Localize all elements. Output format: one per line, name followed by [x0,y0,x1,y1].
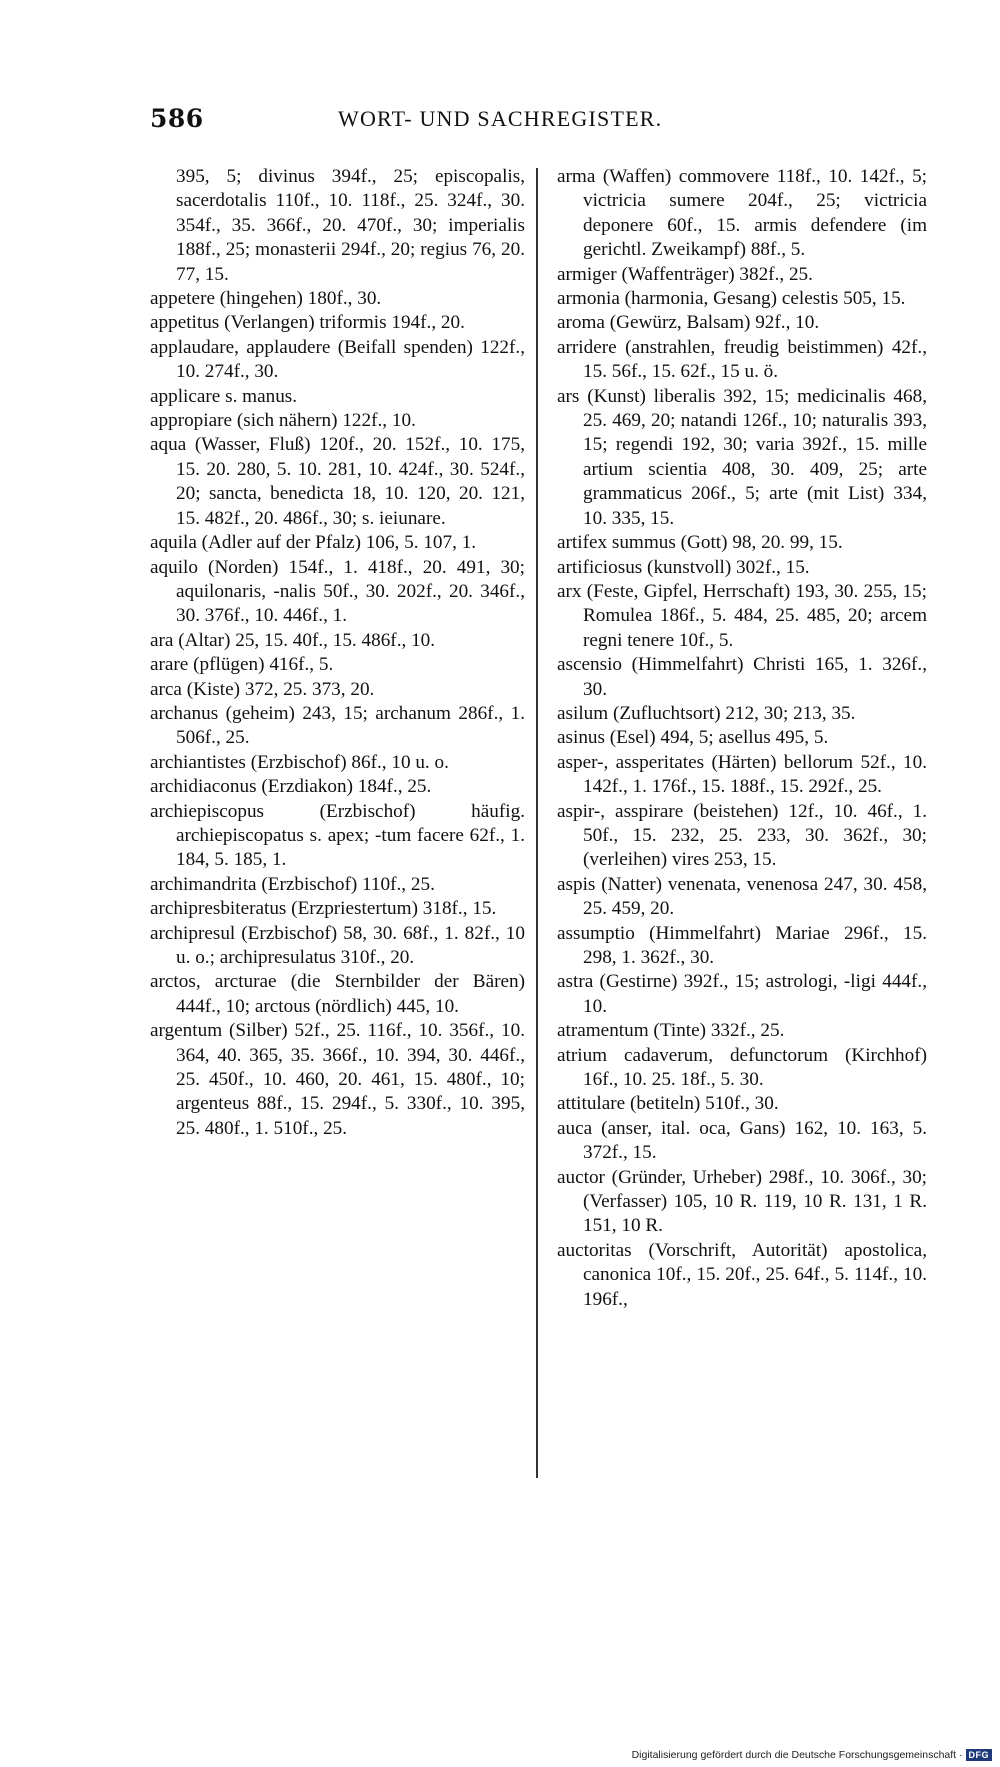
column-divider [536,168,538,1478]
index-entry: aspir-, asspirare (beistehen) 12f., 10. 46f., 1. 50f., 15. 232, 25. 233, 30. 362f., 30; (verleihen) vires 253, 15. [557,800,927,871]
index-entry: armonia (harmonia, Gesang) celestis 505, 15. [557,288,906,310]
index-entry: aqua (Wasser, Fluß) 120f., 20. 152f., 10. 175, 15. 20. 280, 5. 10. 281, 10. 424f., 30. 524f., 20; sancta, benedicta 18, 10. 120, 20. 121, 15. 482f., 20. 486f., 30; s. ieiunare. [150,434,525,529]
index-entry: astra (Gestirne) 392f., 15; astrologi, -ligi 444f., 10. [557,971,927,1017]
index-entry: auctoritas (Vorschrift, Autorität) apostolica, canonica 10f., 15. 20f., 25. 64f., 5. 114f., 10. 196f., [557,1239,927,1310]
index-entry: auca (anser, ital. oca, Gans) 162, 10. 163, 5. 372f., 15. [557,1117,927,1164]
index-entry: archiepiscopus (Erzbischof) häufig. archiepiscopatus s. apex; -tum facere 62f., 1. 184, 5. 185, 1. [150,800,525,871]
index-entry: archidiaconus (Erzdiakon) 184f., 25. [150,776,432,798]
index-entry: 395, 5; divinus 394f., 25; episcopalis, sacerdotalis 110f., 10. 118f., 25. 324f., 30. 354f., 35. 366f., 20. 470f., 30; imperialis 188f., 25; monasterii 294f., 20; regius 76, 20. 77, 15. [176,166,525,285]
index-entry: argentum (Silber) 52f., 25. 116f., 10. 356f., 10. 364, 40. 365, 35. 366f., 10. 394, 30. 446f., 25. 450f., 10. 460, 20. 461, 15. 480f., 10; argenteus 88f., 15. 294f., 5. 330f., 10. 395, 25. 480f., 1. 510f., 25. [150,1020,525,1139]
index-entry: archiantistes (Erzbischof) 86f., 10 u. o. [150,751,449,773]
index-entry: armiger (Waffenträger) 382f., 25. [557,263,813,285]
dfg-logo: DFG [966,1749,993,1761]
index-entry: archipresul (Erzbischof) 58, 30. 68f., 1. 82f., 10 u. o.; archipresulatus 310f., 20. [150,922,525,968]
index-entry: aquila (Adler auf der Pfalz) 106, 5. 107, 1. [150,532,477,554]
index-entry: ara (Altar) 25, 15. 40f., 15. 486f., 10. [150,629,436,651]
index-entry: applicare s. manus. [150,385,298,407]
index-entry: auctor (Gründer, Urheber) 298f., 10. 306f., 30; (Verfasser) 105, 10 R. 119, 10 R. 131, 1 R. 151, 10 R. [557,1166,927,1237]
index-entry: ars (Kunst) liberalis 392, 15; medicinalis 468, 25. 469, 20; natandi 126f., 10; naturalis 393, 15; regendi 192, 30; varia 392f., 15. mille artium scientia 408, 30. 409, 25; arte grammaticus 206f., 5; arte (mit List) 334, 10. 335, 15. [557,385,927,529]
index-entry: arma (Waffen) commovere 118f., 10. 142f., 5; victricia sumere 204f., 25; victricia deponere 60f., 15. armis defendere (im gerichtl. Zweikampf) 88f., 5. [557,166,927,261]
index-entry: archanus (geheim) 243, 15; archanum 286f., 1. 506f., 25. [150,702,525,749]
index-entry: aroma (Gewürz, Balsam) 92f., 10. [557,312,820,334]
index-entry: archimandrita (Erzbischof) 110f., 25. [150,873,435,895]
running-title: WORT- UND SACHREGISTER. [338,106,663,131]
footer-credit [632,1749,992,1761]
index-entry: artifex summus (Gott) 98, 20. 99, 15. [557,532,843,554]
index-entry: atrium cadaverum, defunctorum (Kirchhof) 16f., 10. 25. 18f., 5. 30. [557,1044,927,1091]
page-header [150,104,920,136]
page-number: 586 [150,104,204,133]
index-entry: aspis (Natter) venenata, venenosa 247, 30. 458, 25. 459, 20. [557,873,927,920]
index-entry: asper-, assperitates (Härten) bellorum 52f., 10. 142f., 1. 176f., 15. 188f., 15. 292f., 25. [557,751,927,798]
index-entry: attitulare (betiteln) 510f., 30. [557,1093,779,1115]
index-entry: aquilo (Norden) 154f., 1. 418f., 20. 491, 30; aquilonaris, -nalis 50f., 30. 202f., 20. 346f., 30. 376f., 10. 446f., 1. [150,556,525,627]
index-entry: asilum (Zufluchtsort) 212, 30; 213, 35. [557,702,856,724]
index-entry: arridere (anstrahlen, freudig beistimmen) 42f., 15. 56f., 15. 62f., 15 u. ö. [557,336,927,383]
index-entry: appropiare (sich nähern) 122f., 10. [150,410,416,432]
index-entry: ascensio (Himmelfahrt) Christi 165, 1. 326f., 30. [557,654,927,700]
left-column [150,165,525,1141]
index-entry: assumptio (Himmelfahrt) Mariae 296f., 15. 298, 1. 362f., 30. [557,922,927,968]
index-entry: arare (pflügen) 416f., 5. [150,654,334,676]
index-entry: asinus (Esel) 494, 5; asellus 495, 5. [557,727,829,749]
index-entry: arca (Kiste) 372, 25. 373, 20. [150,678,375,700]
index-entry: applaudare, applaudere (Beifall spenden) 122f., 10. 274f., 30. [150,336,525,383]
footer-credit-text: Digitalisierung gefördert durch die Deutsche Forschungsgemeinschaft · [631,1749,963,1761]
index-entry: arctos, arcturae (die Sternbilder der Bären) 444f., 10; arctous (nördlich) 445, 10. [150,971,525,1017]
index-entry: archipresbiteratus (Erzpriestertum) 318f., 15. [150,898,497,920]
right-column [557,165,927,1312]
index-entry: artificiosus (kunstvoll) 302f., 15. [557,556,810,578]
index-entry: appetere (hingehen) 180f., 30. [150,288,382,310]
index-entry: arx (Feste, Gipfel, Herrschaft) 193, 30. 255, 15; Romulea 186f., 5. 484, 25. 485, 20; arcem regni tenere 10f., 5. [557,580,927,651]
index-entry: appetitus (Verlangen) triformis 194f., 20. [150,312,465,334]
index-entry: atramentum (Tinte) 332f., 25. [557,1020,785,1042]
